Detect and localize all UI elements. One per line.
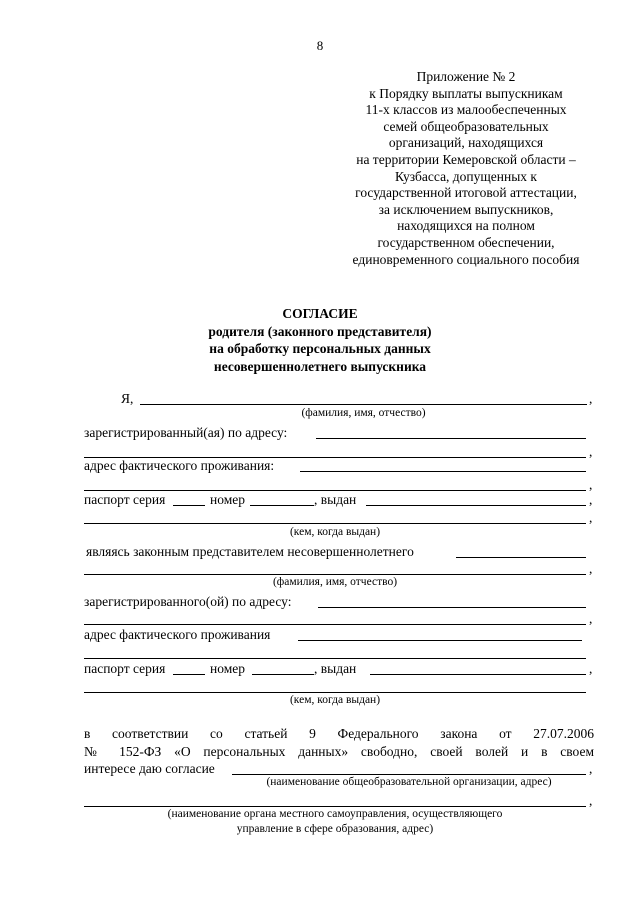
comma: , [589,444,593,459]
authority-caption: (наименование органа местного самоуправления, осуществляющего [167,808,503,820]
appendix-line: государственной итоговой аттестации, [355,185,577,201]
authority-caption: управление в сфере образования, адрес) [236,823,434,835]
passport-issued-field[interactable] [370,674,586,675]
consent-text-line: № 152-ФЗ «О персональных данных» свободно, своей волей и в своем [84,744,594,759]
passport-issued-label: , выдан [314,492,357,507]
registered-parent-label: зарегистрированный(ая) по адресу: [84,425,288,440]
passport-series-field[interactable] [173,674,205,675]
comma: , [589,793,593,808]
actual-address-field[interactable] [300,471,586,472]
appendix-header [320,69,612,268]
passport-number-label: номер [210,492,246,507]
actual-address-label: адрес фактического проживания [84,627,271,642]
document-title [0,305,640,375]
appendix-line: на территории Кемеровской области – [356,151,576,167]
passport-issued-field[interactable] [366,505,586,506]
legal-rep-label: являясь законным представителем несовершеннолетнего [86,544,414,559]
passport-issued-label: , выдан [314,661,357,676]
title-line: на обработку персональных данных [209,341,431,356]
parent-fio-field[interactable] [140,404,587,405]
appendix-line: 11-х классов из малообеспеченных [365,102,567,118]
page-number: 8 [316,38,324,53]
actual-address-label: адрес фактического проживания: [84,458,275,473]
comma: , [589,611,593,626]
authority-field[interactable] [84,806,586,807]
appendix-line: семей общеобразовательных [383,118,549,134]
passport-series-label: паспорт серия [84,661,166,676]
comma: , [589,561,593,576]
child-fio-field[interactable] [456,557,586,558]
appendix-line: организаций, находящихся [388,135,544,151]
appendix-line: государственном обеспечении, [377,234,555,250]
registered-child-label: зарегистрированного(ой) по адресу: [84,594,292,609]
fio-caption: (фамилия, имя, отчество) [272,576,398,588]
ya-label: Я, [121,391,134,406]
appendix-line: к Порядку выплаты выпускникам [369,85,563,101]
child-actual-address-field-2[interactable] [84,658,586,659]
parent-address-field[interactable] [316,438,586,439]
consent-text-line: в соответствии со статьей 9 Федерального закона от 27.07.2006 [84,726,594,741]
issued-caption: (кем, когда выдан) [289,694,381,706]
child-address-field-2[interactable] [84,624,586,625]
appendix-line: Приложение № 2 [416,69,516,84]
passport-number-field[interactable] [252,674,314,675]
appendix-line: Кузбасса, допущенных к [394,168,537,184]
title-line: родителя (законного представителя) [208,323,432,339]
actual-address-field-2[interactable] [84,490,586,491]
passport-series-label: паспорт серия [84,492,166,507]
comma: , [589,477,593,492]
comma: , [589,761,593,776]
child-actual-address-field[interactable] [298,640,582,641]
passport-series-field[interactable] [173,505,205,506]
appendix-line: за исключением выпускников, [378,201,554,217]
comma: , [589,492,593,507]
comma: , [589,661,593,676]
child-fio-field-2[interactable] [84,574,586,575]
appendix-line: находящихся на полном [397,218,535,234]
comma: , [589,391,593,406]
organization-field[interactable] [232,774,586,775]
title-heading: СОГЛАСИЕ [282,306,358,321]
passport-number-label: номер [210,661,246,676]
passport-issued-field-2[interactable] [84,523,586,524]
child-address-field[interactable] [318,607,586,608]
org-caption: (наименование общеобразовательной организации, адрес) [266,776,552,788]
title-line: несовершеннолетнего выпускника [213,358,427,374]
passport-number-field[interactable] [250,505,314,506]
fio-caption: (фамилия, имя, отчество) [301,407,426,419]
passport-issued-field-2[interactable] [84,692,586,693]
comma: , [589,510,593,525]
consent-text-line: интересе даю согласие [84,761,215,776]
appendix-line: единовременного социального пособия [352,251,580,267]
issued-caption: (кем, когда выдан) [289,526,381,538]
